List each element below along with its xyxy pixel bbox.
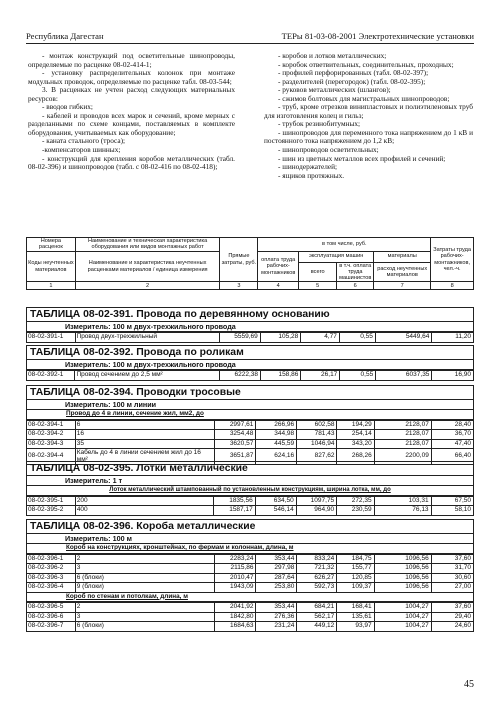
subgroup-heading: Провод до 4 в линии, сечение жил, мм2, до (26, 410, 474, 420)
description-cell: 6 (75, 420, 214, 430)
value-cell: 297,98 (256, 564, 297, 574)
value-cell: 28,40 (431, 420, 473, 430)
col-head-unaccounted-materials: расход неучтенных материалов (374, 262, 431, 282)
table-row (27, 622, 474, 632)
value-cell: 2283,24 (215, 554, 256, 564)
right-text-column (264, 52, 473, 180)
value-cell: 30,60 (431, 573, 473, 583)
col-head-work-name: Наименование и техническая характеристика оборудования или видов монтажных работ (75, 238, 220, 252)
value-cell: 276,36 (256, 612, 297, 622)
value-cell: 626,27 (297, 573, 337, 583)
table-row (27, 603, 474, 613)
rate-code-cell: 08-02-391-1 (27, 333, 76, 343)
column-number: 6 (337, 282, 374, 290)
value-cell: 6222,38 (220, 371, 261, 381)
value-cell: 1835,56 (214, 496, 255, 506)
description-cell: Провод сечением до 2,5 мм² (75, 371, 220, 381)
value-cell: 684,21 (297, 603, 337, 613)
rates-table (26, 332, 474, 343)
value-cell: 266,96 (256, 420, 297, 430)
value-cell: 36,70 (431, 430, 473, 440)
value-cell: 272,35 (337, 496, 374, 506)
column-number: 3 (220, 282, 258, 290)
value-cell: 67,50 (431, 496, 473, 506)
value-cell: 5559,69 (219, 333, 260, 343)
value-cell: 1046,94 (297, 439, 337, 449)
value-cell: 634,50 (255, 496, 296, 506)
col-head-machinist-pay: в т.ч. оплата труда машинистов (337, 262, 374, 282)
paragraph: 3. В расценках не учтен расход следующих материальных ресурсов: (28, 85, 235, 103)
value-cell: 120,85 (337, 573, 374, 583)
value-cell: 1004,27 (374, 622, 431, 632)
value-cell: 24,60 (431, 622, 473, 632)
table-row (27, 564, 474, 574)
value-cell: 168,41 (337, 603, 374, 613)
header-right: ТЕРы 81-03-08-2001 Электротехнические установки (281, 31, 474, 41)
paragraph: - установку распределительных колонок при монтаже модульных проводок, определяемые по расценке табл. 08-03-544; (28, 68, 235, 86)
value-cell: 230,59 (337, 506, 374, 516)
value-cell: 11,20 (432, 333, 474, 343)
measure-unit: Измеритель: 1 т (26, 476, 474, 486)
table-row (27, 439, 474, 449)
description-cell: Кабель до 4 в линии сечением жил до 16 мм² (75, 449, 214, 464)
subgroup-heading: Короб на конструкциях, кронштейнах, по фермам и колоннам, длина, м (26, 544, 474, 554)
table-row (27, 612, 474, 622)
measure-unit: Измеритель: 100 м двух-трехжильного провода (26, 322, 474, 332)
description-cell: 6 (блоки) (75, 573, 214, 583)
value-cell: 546,14 (255, 506, 296, 516)
value-cell: 37,60 (431, 554, 473, 564)
rate-code-cell: 08-02-396-3 (27, 573, 76, 583)
value-cell: 231,24 (256, 622, 297, 632)
description-cell: 9 (блоки) (75, 583, 214, 593)
paragraph: - вводов гибких; (42, 102, 93, 112)
table-row (27, 506, 474, 516)
rate-code-cell: 08-02-396-6 (27, 612, 76, 622)
column-number: 5 (299, 282, 337, 290)
rate-code-cell: 08-02-394-4 (27, 449, 76, 464)
rates-table (26, 370, 474, 381)
col-head-direct-costs: Прямые затраты, руб. (220, 238, 258, 282)
value-cell: 5449,64 (375, 333, 431, 343)
value-cell: 4,77 (301, 333, 340, 343)
value-cell: 103,31 (374, 496, 431, 506)
col-head-material-name: Наименование и характеристика неучтенных расценками материалов / единица измерения (75, 251, 220, 282)
col-head-material-code: Коды неучтенных материалов (27, 251, 76, 282)
table-row (27, 554, 474, 564)
value-cell: 31,70 (431, 564, 473, 574)
col-head-worker-pay: оплата труда рабочих-монтажников (258, 251, 299, 282)
value-cell: 194,29 (337, 420, 374, 430)
column-number-row (27, 282, 474, 290)
value-cell: 562,17 (297, 612, 337, 622)
value-cell: 1097,75 (296, 496, 336, 506)
value-cell: 2010,47 (215, 573, 256, 583)
value-cell: 268,26 (337, 449, 374, 464)
paragraph: - коробов и лотков металлических; (278, 51, 387, 60)
paragraph: - трубок резинобитумных; (278, 119, 361, 129)
table-row (27, 420, 474, 430)
paragraph: - сжимов болтовых для магистральных шинопроводов; (278, 93, 450, 103)
value-cell: 0,55 (339, 333, 375, 343)
value-cell: 2128,07 (374, 430, 431, 440)
value-cell: 2041,92 (215, 603, 256, 613)
value-cell: 2997,61 (215, 420, 256, 430)
value-cell: 1096,56 (374, 583, 431, 593)
value-cell: 1096,56 (374, 554, 431, 564)
value-cell: 624,16 (256, 449, 297, 464)
value-cell: 254,14 (337, 430, 374, 440)
value-cell: 1943,09 (215, 583, 256, 593)
value-cell: 253,80 (256, 583, 297, 593)
value-cell: 1096,56 (374, 564, 431, 574)
price-table-section (26, 519, 474, 632)
value-cell: 58,10 (431, 506, 473, 516)
value-cell: 827,62 (297, 449, 337, 464)
value-cell: 449,12 (297, 622, 337, 632)
description-cell: Провод двух-трехжильный (75, 333, 219, 343)
paragraph: - монтаж конструкций под осветительные шинопроводы, определяемые по расценке 08-02-414-1; (28, 51, 235, 69)
value-cell: 158,86 (261, 371, 301, 381)
value-cell: 3254,48 (215, 430, 256, 440)
value-cell: 1587,17 (214, 506, 255, 516)
header-left: Республика Дагестан (26, 31, 104, 41)
rate-code-cell: 08-02-394-1 (27, 420, 76, 430)
description-cell: 2 (75, 554, 214, 564)
col-head-machines-group: эксплуатация машин (299, 251, 374, 262)
description-cell: 16 (75, 430, 214, 440)
table-column-header (26, 237, 474, 290)
col-head-materials-group: материалы (374, 251, 431, 262)
paragraph: - ящиков протяжных. (278, 170, 345, 180)
value-cell: 155,77 (337, 564, 374, 574)
value-cell: 353,44 (256, 603, 297, 613)
rate-code-cell: 08-02-394-2 (27, 430, 76, 440)
value-cell: 964,90 (296, 506, 336, 516)
table-row (27, 371, 474, 381)
value-cell: 602,58 (297, 420, 337, 430)
section-title: ТАБЛИЦА 08-02-395. Лотки металлические (26, 461, 474, 476)
col-head-rate-number: Номера расценок (27, 238, 76, 252)
paragraph: - конструкций для крепления коробов металлических (табл. 08-02-396) и шинопроводов (табл. с 08-02-416 по 08-02-418); (28, 153, 235, 172)
table-row (27, 573, 474, 583)
rate-code-cell: 08-02-396-7 (27, 622, 76, 632)
measure-unit: Измеритель: 100 м линии (26, 400, 474, 410)
value-cell: 1684,63 (215, 622, 256, 632)
value-cell: 353,44 (256, 554, 297, 564)
rate-code-cell: 08-02-396-4 (27, 583, 76, 593)
paragraph: - шин из цветных металлов всех профилей и сечений; (278, 153, 446, 163)
paragraph: - коробок ответвительных, соединительных, проходных; (278, 59, 454, 69)
description-cell: 400 (75, 506, 214, 516)
col-head-machines-total: всего (299, 262, 337, 282)
value-cell: 93,97 (337, 622, 374, 632)
value-cell: 2200,09 (374, 449, 431, 464)
value-cell: 2128,07 (374, 420, 431, 430)
rate-code-cell: 08-02-396-1 (27, 554, 76, 564)
description-cell: 35 (75, 439, 214, 449)
measure-unit: Измеритель: 100 м двух-трехжильного провода (26, 360, 474, 370)
price-table-section (26, 461, 474, 516)
value-cell: 105,28 (260, 333, 300, 343)
column-number: 1 (27, 282, 76, 290)
value-cell: 66,40 (431, 449, 473, 464)
column-number: 7 (374, 282, 431, 290)
value-cell: 1842,80 (215, 612, 256, 622)
section-title: ТАБЛИЦА 08-02-391. Провода по деревянному основанию (26, 307, 474, 322)
paragraph: - разделителей (перегородок) (табл. 08-02-395); (278, 76, 426, 86)
value-cell: 27,00 (431, 583, 473, 593)
paragraph: - шинодержателей; (278, 162, 338, 172)
value-cell: 76,13 (374, 506, 431, 516)
value-cell: 26,17 (301, 371, 340, 381)
section-title: ТАБЛИЦА 08-02-392. Провода по роликам (26, 345, 474, 360)
value-cell: 721,32 (297, 564, 337, 574)
value-cell: 0,55 (340, 371, 376, 381)
value-cell: 109,37 (337, 583, 374, 593)
paragraph: - каната стального (троса); (42, 136, 126, 146)
col-head-labor: Затраты труда рабочих-монтажников, чел.-ч. (431, 238, 474, 282)
value-cell: 29,40 (431, 612, 473, 622)
description-cell: 3 (75, 612, 214, 622)
paragraph: - профилей перфорированных (табл. 08-02-397); (278, 68, 429, 78)
value-cell: 2128,07 (374, 439, 431, 449)
value-cell: 47,40 (431, 439, 473, 449)
value-cell: 592,73 (297, 583, 337, 593)
measure-unit: Измеритель: 100 м (26, 534, 474, 544)
value-cell: 1004,27 (374, 612, 431, 622)
paragraph: - руковов металлических (шлангов); (278, 85, 391, 95)
rate-code-cell: 08-02-394-3 (27, 439, 76, 449)
value-cell: 3651,87 (215, 449, 256, 464)
value-cell: 3620,57 (215, 439, 256, 449)
rate-code-cell: 08-02-392-1 (27, 371, 75, 381)
value-cell: 6037,35 (376, 371, 432, 381)
paragraph: - кабелей и проводов всех марок и сечений, кроме мерных с разделанными по схеме концами, поставляемых в комплекте оборудования, учитываемых как оборудование; (28, 110, 235, 137)
value-cell: 833,24 (297, 554, 337, 564)
value-cell: 37,60 (431, 603, 473, 613)
paragraph: - шинопроводов осветительных; (278, 145, 379, 155)
price-table-section (26, 385, 474, 465)
value-cell: 184,75 (337, 554, 374, 564)
description-cell: 6 (блоки) (75, 622, 214, 632)
value-cell: 1004,27 (374, 603, 431, 613)
paragraph: - шинопроводов для переменного тока напряжением до 1 кВ и постоянного тока напряжением до 1,2 кВ; (264, 127, 473, 146)
rate-code-cell: 08-02-395-2 (27, 506, 76, 516)
table-row (27, 496, 474, 506)
subgroup-heading: Короб по стенам и потолкам, длина, м (26, 593, 474, 603)
value-cell: 2115,86 (215, 564, 256, 574)
value-cell: 1096,56 (374, 573, 431, 583)
description-cell: 3 (75, 564, 214, 574)
column-number: 4 (258, 282, 299, 290)
rate-code-cell: 08-02-396-5 (27, 603, 76, 613)
rates-table (26, 554, 474, 593)
value-cell: 287,64 (256, 573, 297, 583)
rate-code-cell: 08-02-395-1 (27, 496, 76, 506)
price-table-section (26, 345, 474, 381)
value-cell: 16,90 (432, 371, 474, 381)
description-cell: 2 (75, 603, 214, 613)
value-cell: 343,20 (337, 439, 374, 449)
column-number: 2 (75, 282, 220, 290)
value-cell: 344,98 (256, 430, 297, 440)
page-number: 45 (464, 679, 474, 690)
price-table-section (26, 307, 474, 343)
rates-table (26, 420, 474, 465)
description-cell: 200 (75, 496, 214, 506)
table-row (27, 333, 474, 343)
table-row (27, 430, 474, 440)
left-text-column (28, 52, 235, 172)
paragraph: -компенсаторов шинных; (42, 145, 121, 155)
section-title: ТАБЛИЦА 08-02-396. Короба металлические (26, 519, 474, 534)
subgroup-heading: Лоток металлический штампованный по установленным конструкциям, ширина лотка, мм, до (26, 486, 474, 496)
value-cell: 445,59 (256, 439, 297, 449)
running-header (26, 31, 474, 44)
rates-table (26, 602, 474, 632)
paragraph: - труб, кроме отрезков винипластовых и полиэтиленовых труб для изготовления колец и гильз; (264, 102, 473, 120)
rate-code-cell: 08-02-396-2 (27, 564, 76, 574)
value-cell: 781,43 (297, 430, 337, 440)
col-head-incl-group: в том числе, руб. (258, 238, 431, 252)
table-row (27, 583, 474, 593)
rates-table (26, 496, 474, 516)
value-cell: 135,61 (337, 612, 374, 622)
column-number: 8 (431, 282, 474, 290)
section-title: ТАБЛИЦА 08-02-394. Проводки тросовые (26, 385, 474, 400)
